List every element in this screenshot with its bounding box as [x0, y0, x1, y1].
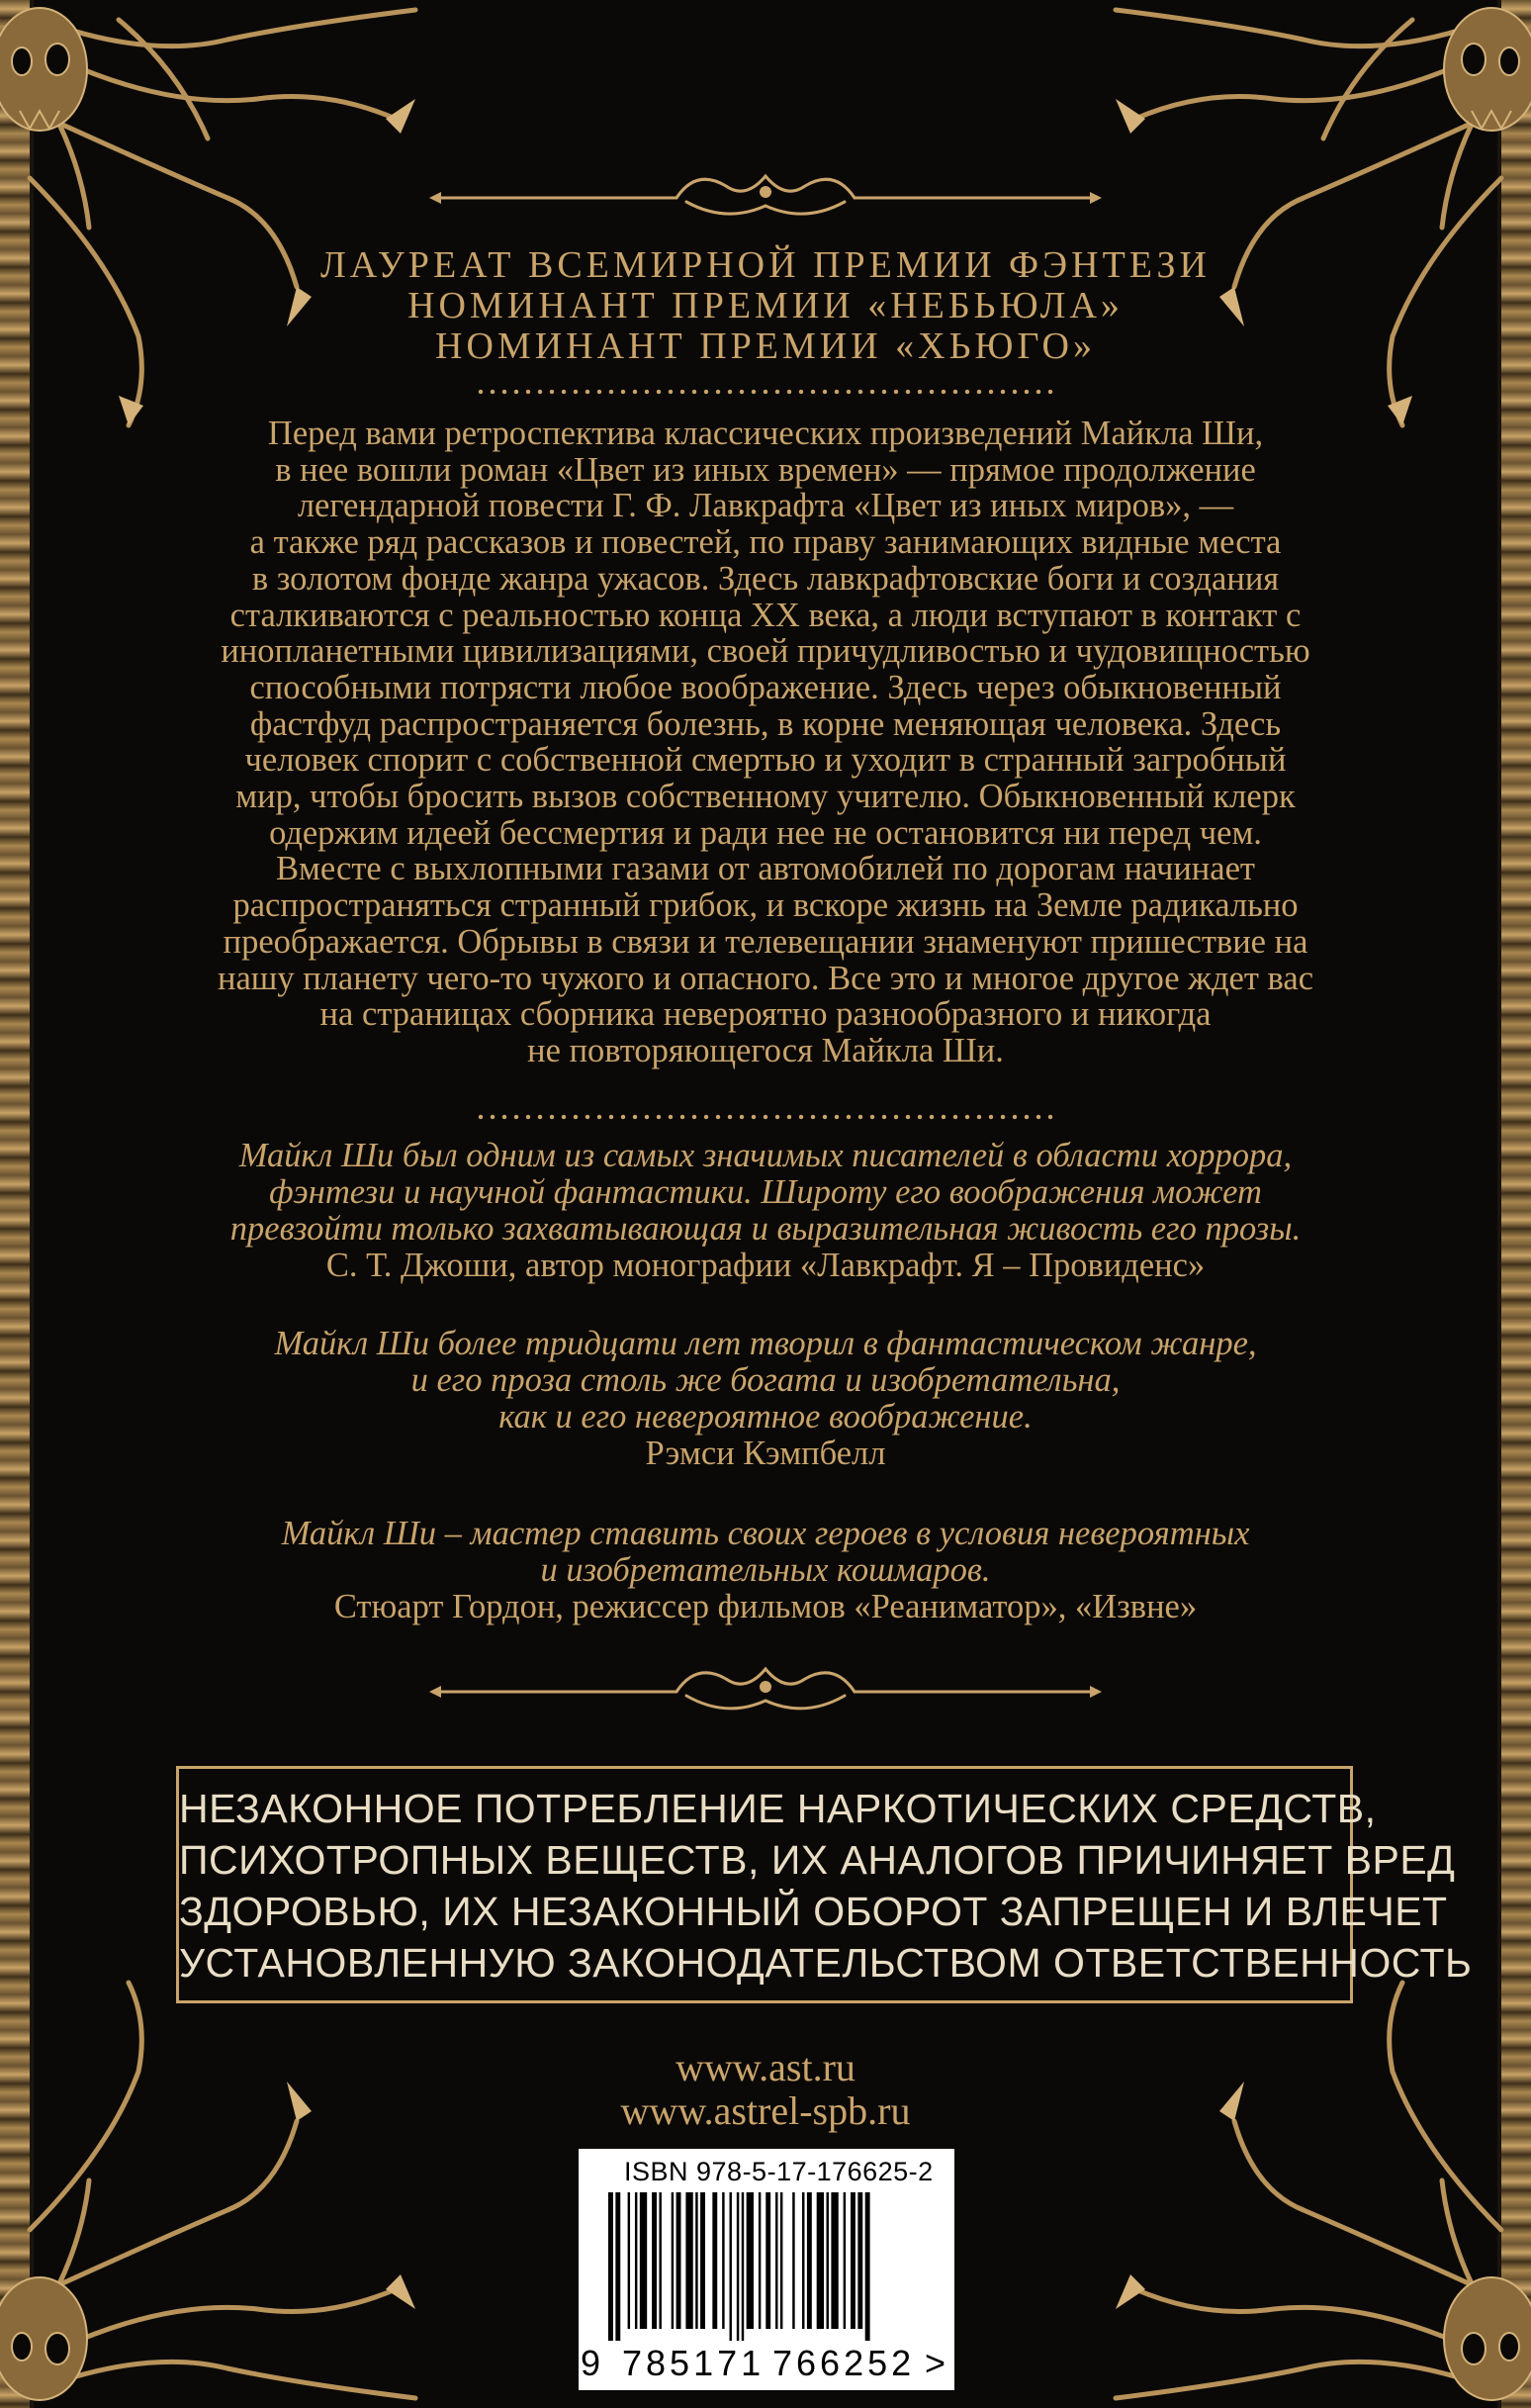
synopsis-line: фастфуд распространяется болезнь, в корне меняющая человека. Здесь — [249, 704, 1282, 743]
barcode-group-2: 766252 — [772, 2343, 916, 2383]
barcode-bar — [652, 2192, 657, 2329]
barcode-bar — [672, 2192, 674, 2329]
warning-line: НЕЗАКОННОЕ ПОТРЕБЛЕНИЕ НАРКОТИЧЕСКИХ СРЕДСТВ, — [179, 1786, 1377, 1831]
barcode-bar — [742, 2192, 744, 2341]
quote-line: и изобретательных кошмаров. — [540, 1551, 991, 1589]
review-quote-campbell — [109, 1326, 1422, 1472]
barcode-bar — [766, 2192, 770, 2329]
warning-line: ПСИХОТРОПНЫХ ВЕЩЕСТВ, ИХ АНАЛОГОВ ПРИЧИНЯЕТ ВРЕД — [179, 1837, 1456, 1883]
barcode-bar — [608, 2192, 613, 2341]
barcode-bar — [659, 2192, 661, 2329]
synopsis-line: способными потрясти любое воображение. Здесь через обыкновенный — [249, 668, 1282, 706]
publisher-urls — [297, 2046, 1234, 2133]
flourish-divider-top — [429, 158, 1102, 228]
synopsis-line: а также ряд рассказов и повестей, по праву занимающих видные места — [249, 523, 1282, 562]
review-quote-joshi — [109, 1138, 1422, 1284]
quote-author: С. Т. Джоши, автор монографии «Лавкрафт. Я – Провиденс» — [325, 1247, 1206, 1284]
skull-ornament-top-right — [1096, 0, 1531, 435]
isbn-label: ISBN 978-5-17-176625-2 — [624, 2157, 934, 2186]
barcode-bar — [730, 2192, 732, 2341]
barcode-group-1: 785171 — [622, 2343, 766, 2383]
synopsis-line: нашу планету чего-то чужого и опасного. Все это и многое другое ждет вас — [217, 959, 1314, 997]
barcode-bar — [635, 2192, 637, 2329]
barcode-bar — [640, 2192, 647, 2329]
quote-line: Майкл Ши более тридцати лет творил в фантастическом жанре, — [274, 1325, 1257, 1362]
barcode-bar — [722, 2192, 724, 2329]
barcode-lead-digit: 9 — [581, 2343, 601, 2383]
skull-ornament-top-left — [0, 0, 435, 435]
quote-author: Стюарт Гордон, режиссер фильмов «Реаниматор», «Извне» — [333, 1588, 1198, 1625]
barcode-bar — [775, 2192, 777, 2329]
synopsis-line: Вместе с выхлопными газами от автомобилей по дорогам начинает — [276, 850, 1255, 888]
barcode-bar — [695, 2192, 697, 2329]
skull-ornament-bottom-right — [1096, 1973, 1531, 2408]
barcode-bar — [851, 2192, 856, 2329]
quote-line: Майкл Ши был одним из самых значимых писателей в области хоррора, — [238, 1137, 1293, 1174]
synopsis-line: в золотом фонде жанра ужасов. Здесь лавкрафтовские боги и создания — [251, 559, 1280, 598]
barcode-quiet-mark: > — [925, 2343, 946, 2383]
barcode-bar — [802, 2192, 804, 2329]
barcode-bar — [676, 2192, 681, 2329]
synopsis-line: инопланетными цивилизациями, своей причудливостью и чудовищностью — [221, 632, 1310, 671]
barcode-bar — [712, 2192, 717, 2329]
quote-line: как и его невероятное воображение. — [498, 1398, 1033, 1436]
synopsis-line: Перед вами ретроспектива классических произведений Майкла Ши, — [267, 415, 1264, 452]
awards-list — [198, 245, 1333, 367]
synopsis-line: на страницах сборника невероятно разнообразного и никогда — [319, 995, 1212, 1034]
synopsis-line: легендарной повести Г. Ф. Лавкрафта «Цвет из иных миров», — — [297, 487, 1234, 525]
health-warning-box — [176, 1766, 1473, 2003]
barcode-bar — [865, 2192, 870, 2341]
synopsis-line: человек спорит с собственной смертью и уходит в странный загробный — [244, 741, 1287, 780]
skull-ornament-bottom-left — [0, 1973, 435, 2408]
barcode-bar — [857, 2192, 862, 2329]
award-line: НОМИНАНТ ПРЕМИИ «НЕБЬЮЛА» — [407, 285, 1124, 326]
publisher-url[interactable]: www.ast.ru — [675, 2045, 856, 2089]
synopsis-line: распространяться странный грибок, и вскоре жизнь на Земле радикально — [232, 886, 1299, 925]
synopsis-line: мир, чтобы бросить вызов собственному учителю. Обыкновенный клерк — [235, 778, 1296, 816]
award-line: НОМИНАНТ ПРЕМИИ «ХЬЮГО» — [435, 325, 1096, 367]
barcode-bar — [700, 2192, 705, 2329]
barcode-bar — [685, 2192, 692, 2329]
synopsis-line: в нее вошли роман «Цвет из иных времен» — прямое продолжение — [275, 450, 1256, 489]
barcode-bars — [600, 2192, 937, 2341]
dotted-divider — [475, 1114, 1056, 1120]
warning-line: УСТАНОВЛЕННУЮ ЗАКОНОДАТЕЛЬСТВОМ ОТВЕТСТВЕННОСТЬ — [179, 1940, 1473, 1986]
barcode-bar — [780, 2192, 782, 2329]
synopsis-line: одержим идеей бессмертия и ради нее не остановится ни перед чем. — [269, 813, 1262, 852]
dotted-divider — [475, 389, 1056, 395]
barcode-bar — [807, 2192, 812, 2329]
barcode-bar — [628, 2192, 630, 2329]
quote-line: и его проза столь же богата и изобретательна, — [410, 1361, 1121, 1399]
synopsis-line: не повторяющегося Майкла Ши. — [527, 1031, 1004, 1069]
barcode-bar — [615, 2192, 620, 2341]
barcode-bar — [792, 2192, 794, 2329]
flourish-divider-bottom — [429, 1657, 1102, 1726]
quote-line: фэнтези и научной фантастики. Широту его воображения может — [269, 1173, 1262, 1211]
barcode-bar — [817, 2192, 824, 2329]
barcode-bar — [831, 2192, 838, 2329]
quote-author: Рэмси Кэмпбелл — [645, 1435, 886, 1472]
review-quote-gordon — [109, 1516, 1422, 1625]
synopsis-text — [129, 416, 1402, 1069]
barcode-bar — [827, 2192, 829, 2329]
barcode-bar — [737, 2192, 739, 2341]
barcode-bar — [759, 2192, 761, 2329]
quote-line: Майкл Ши – мастер ставить своих героев в условия невероятных — [281, 1515, 1250, 1552]
isbn-barcode — [579, 2149, 954, 2390]
barcode-bar — [747, 2192, 754, 2329]
barcode-bar — [844, 2192, 846, 2329]
warning-line: ЗДОРОВЬЮ, ИХ НЕЗАКОННЫЙ ОБОРОТ ЗАПРЕЩЕН И ВЛЕЧЕТ — [179, 1889, 1448, 1934]
synopsis-line: преображается. Обрывы в связи и телевещании знаменуют пришествие на — [223, 922, 1308, 961]
award-line: ЛАУРЕАТ ВСЕМИРНОЙ ПРЕМИИ ФЭНТЕЗИ — [320, 244, 1211, 286]
synopsis-line: сталкиваются с реальностью конца XX века, а люди вступают в контакт с — [229, 596, 1302, 634]
publisher-url[interactable]: www.astrel-spb.ru — [620, 2088, 911, 2133]
quote-line: превзойти только захватывающая и выразительная живость его прозы. — [229, 1210, 1302, 1248]
